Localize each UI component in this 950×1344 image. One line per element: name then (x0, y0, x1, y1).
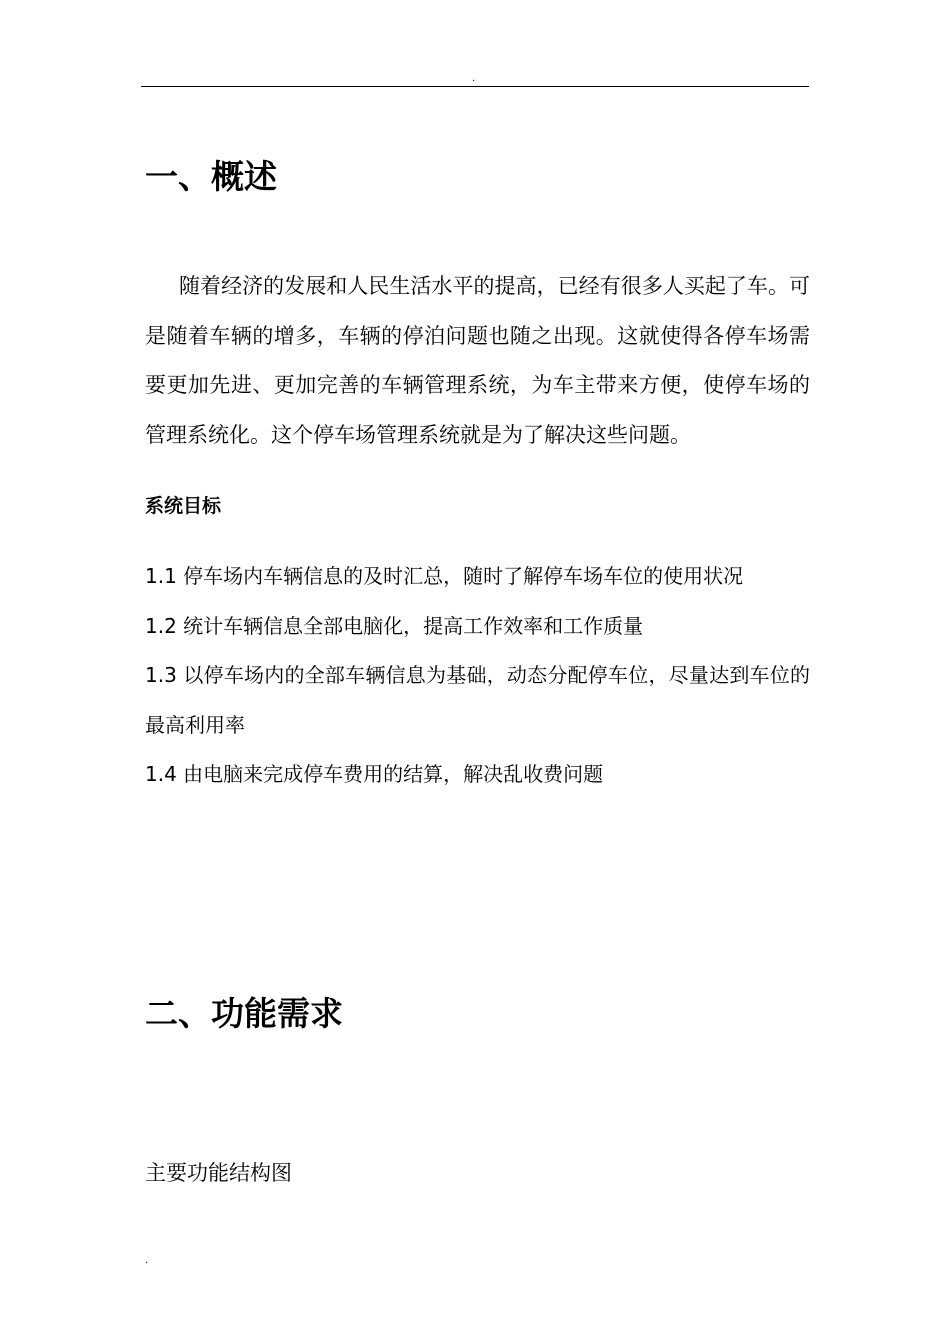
goal-item: 1.2 统计车辆信息全部电脑化，提高工作效率和工作质量 (145, 613, 644, 638)
goal-item: 1.1 停车场内车辆信息的及时汇总，随时了解停车场车位的使用状况 (145, 564, 744, 588)
overview-paragraph: 随着经济的发展和人民生活水平的提高，已经有很多人买起了车。可是随着车辆的增多，车辆的停泊问题也随之出现。这就使得各停车场需要更加先进、更加完善的车辆管理系统，为车主带来方便，使停车场的管理系统化。这个停车场管理系统就是为了解决这些问题。 (145, 274, 810, 447)
goal-item: 1.3 以停车场内的全部车辆信息为基础，动态分配停车位，尽量达到车位的最高利用率 (145, 663, 810, 737)
goal-item: 1.4 由电脑来完成停车费用的结算，解决乱收费问题 (145, 762, 604, 786)
header-mark: . (472, 73, 476, 84)
section-heading-overview: 一、概述 (145, 157, 277, 196)
function-structure-label: 主要功能结构图 (145, 1161, 292, 1185)
goals-list (145, 552, 810, 800)
header-rule (141, 86, 809, 87)
goals-heading: 系统目标 (145, 495, 222, 517)
section-heading-requirements: 二、功能需求 (145, 994, 343, 1033)
footer-mark: . (145, 1255, 149, 1266)
